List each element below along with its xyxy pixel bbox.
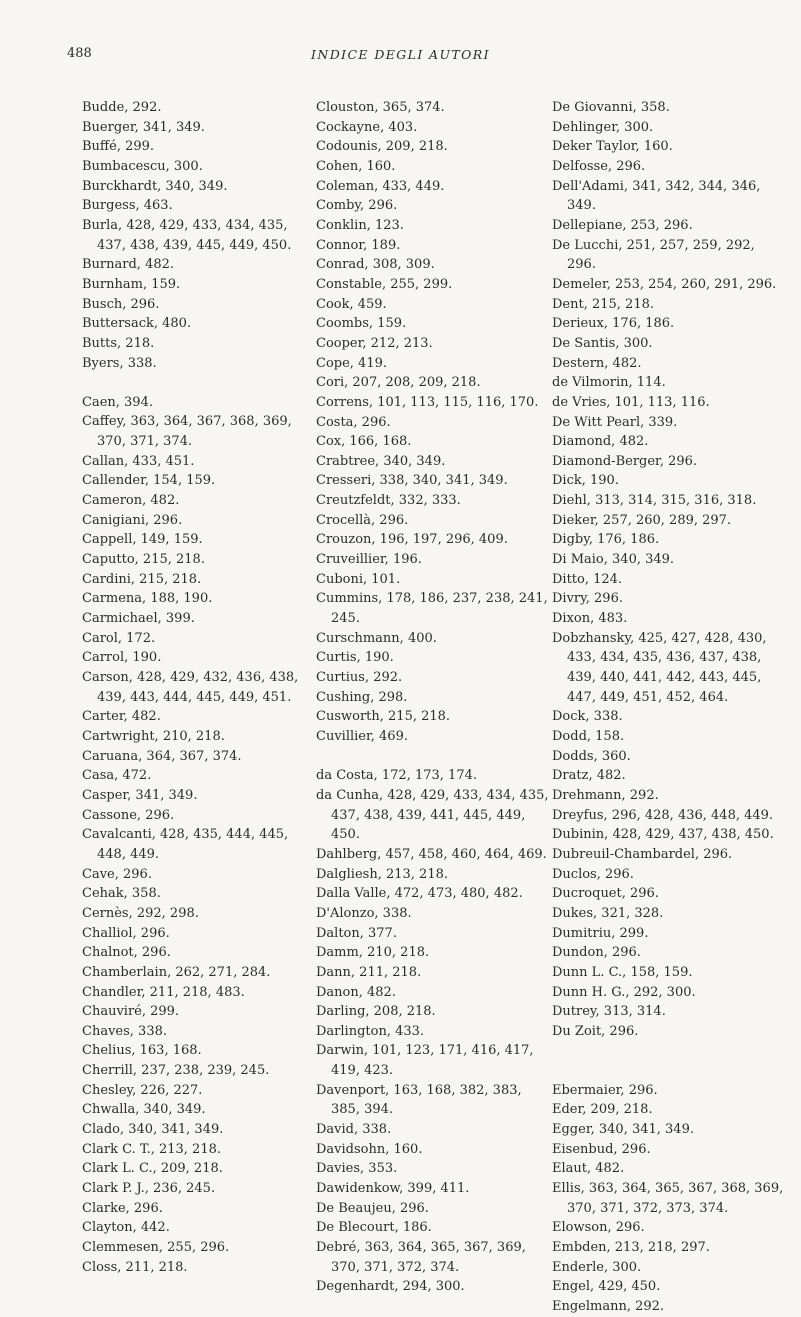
index-entry: Dodds, 360.	[552, 748, 631, 764]
index-entry: Destern, 482.	[552, 355, 642, 371]
index-entry: Engel, 429, 450.	[552, 1279, 661, 1295]
index-entry: Cassone, 296.	[82, 807, 175, 823]
index-entry: Ditto, 124.	[552, 571, 623, 587]
index-entry: Cori, 207, 208, 209, 218.	[316, 375, 481, 391]
index-column-3	[552, 98, 787, 1317]
index-entry: Crabtree, 340, 349.	[316, 453, 446, 469]
index-entry: Chandler, 211, 218, 483.	[82, 984, 245, 1000]
index-entry: Connor, 189.	[316, 237, 401, 253]
index-entry: Clouston, 365, 374.	[316, 100, 445, 115]
index-entry: Caputto, 215, 218.	[82, 552, 205, 568]
index-entry: De Santis, 300.	[552, 335, 653, 351]
index-column-1	[82, 98, 317, 1277]
index-entry: De Beaujeu, 296.	[316, 1200, 429, 1216]
index-entry: Cope, 419.	[316, 355, 387, 371]
index-entry: de Vries, 101, 113, 116.	[552, 394, 710, 410]
index-entry: Darwin, 101, 123, 171, 416, 417, 419, 423.	[316, 1043, 534, 1079]
index-entry: Elowson, 296.	[552, 1220, 645, 1236]
index-entry: Dobzhansky, 425, 427, 428, 430, 433, 434, 435, 436, 437, 438, 439, 440, 441, 442, 443, 445, 447, 449, 451, 452, 464.	[552, 630, 767, 705]
page-header	[0, 46, 801, 66]
index-entry: Casper, 341, 349.	[82, 787, 198, 803]
index-entry: Curtius, 292.	[316, 670, 403, 686]
index-entry: Eder, 209, 218.	[552, 1102, 653, 1118]
index-entry: da Cunha, 428, 429, 433, 434, 435, 437, 438, 439, 441, 445, 449, 450.	[316, 787, 549, 843]
index-entry: Clarke, 296.	[82, 1200, 163, 1216]
index-entry: Clark L. C., 209, 218.	[82, 1161, 223, 1177]
index-entry: Dehlinger, 300.	[552, 119, 654, 135]
index-entry: Cohen, 160.	[316, 158, 396, 174]
index-entry: Clark C. T., 213, 218.	[82, 1141, 222, 1157]
index-entry: Caruana, 364, 367, 374.	[82, 748, 242, 764]
index-entry: Cox, 166, 168.	[316, 434, 412, 450]
index-entry: Di Maio, 340, 349.	[552, 552, 675, 568]
index-entry: Elaut, 482.	[552, 1161, 625, 1177]
index-entry: Danon, 482.	[316, 984, 396, 1000]
index-entry: Chaves, 338.	[82, 1023, 167, 1039]
index-entry: Carrol, 190.	[82, 650, 162, 666]
index-entry: Cernès, 292, 298.	[82, 905, 199, 921]
page-number: 488	[67, 46, 92, 61]
index-entry: Burla, 428, 429, 433, 434, 435, 437, 438, 439, 445, 449, 450.	[82, 217, 292, 253]
index-entry: Engelmann, 292.	[552, 1299, 665, 1314]
index-entry: Curtis, 190.	[316, 650, 394, 666]
index-entry: Ducroquet, 296.	[552, 886, 659, 902]
index-entry: Ellis, 363, 364, 365, 367, 368, 369, 370, 371, 372, 373, 374.	[552, 1181, 784, 1216]
index-entry: Chalnot, 296.	[82, 945, 171, 961]
index-entry: Burgess, 463.	[82, 198, 173, 214]
index-entry: Cockayne, 403.	[316, 119, 418, 135]
index-entry: Burckhardt, 340, 349.	[82, 178, 228, 194]
index-entry: Diamond-Berger, 296.	[552, 453, 698, 469]
index-entry: Dell'Adami, 341, 342, 344, 346, 349.	[552, 178, 761, 214]
index-entry: Callender, 154, 159.	[82, 473, 216, 489]
index-entry: Divry, 296.	[552, 591, 623, 607]
index-entry: Clayton, 442.	[82, 1220, 170, 1236]
index-entry: Cappell, 149, 159.	[82, 532, 203, 548]
index-entry: Embden, 213, 218, 297.	[552, 1240, 710, 1256]
index-entry: Dumitriu, 299.	[552, 925, 649, 941]
index-entry: Dick, 190.	[552, 473, 619, 489]
index-entry: De Witt Pearl, 339.	[552, 414, 678, 430]
index-entry: Buttersack, 480.	[82, 316, 192, 332]
index-entry: Clemmesen, 255, 296.	[82, 1240, 230, 1256]
index-entry: Dent, 215, 218.	[552, 296, 655, 312]
index-entry: Davidsohn, 160.	[316, 1141, 423, 1157]
index-entry: Degenhardt, 294, 300.	[316, 1279, 465, 1295]
section-spacer	[552, 1061, 787, 1081]
index-entry: Chauviré, 299.	[82, 1004, 180, 1020]
index-entry: Dubinin, 428, 429, 437, 438, 450.	[552, 827, 774, 843]
index-entry: Dundon, 296.	[552, 945, 641, 961]
index-entry: Crocellà, 296.	[316, 512, 409, 528]
index-entry: Egger, 340, 341, 349.	[552, 1122, 694, 1138]
index-entry: Dreyfus, 296, 428, 436, 448, 449.	[552, 807, 774, 823]
index-entry: Chamberlain, 262, 271, 284.	[82, 964, 271, 980]
index-entry: Chwalla, 340, 349.	[82, 1102, 206, 1118]
index-entry: de Vilmorin, 114.	[552, 375, 666, 391]
index-entry: Coombs, 159.	[316, 316, 407, 332]
index-entry: Caen, 394.	[82, 394, 153, 410]
index-entry: Costa, 296.	[316, 414, 391, 430]
section-spacer	[552, 1042, 787, 1062]
index-entry: Casa, 472.	[82, 768, 152, 784]
index-entry: Ebermaier, 296.	[552, 1082, 658, 1098]
index-entry: Dukes, 321, 328.	[552, 905, 664, 921]
index-entry: Cook, 459.	[316, 296, 387, 312]
index-entry: Dixon, 483.	[552, 611, 628, 627]
index-entry: Cardini, 215, 218.	[82, 571, 202, 587]
index-entry: Curschmann, 400.	[316, 630, 437, 646]
index-entry: Davies, 353.	[316, 1161, 398, 1177]
index-entry: Davenport, 163, 168, 382, 383, 385, 394.	[316, 1082, 522, 1118]
index-entry: Carter, 482.	[82, 709, 161, 725]
index-entry: Chesley, 226, 227.	[82, 1082, 203, 1098]
index-entry: Conklin, 123.	[316, 217, 404, 233]
index-entry: Chelius, 163, 168.	[82, 1043, 202, 1059]
index-entry: Diehl, 313, 314, 315, 316, 318.	[552, 493, 757, 509]
index-entry: Burnham, 159.	[82, 276, 181, 292]
index-entry: Debré, 363, 364, 365, 367, 369, 370, 371, 372, 374.	[316, 1240, 526, 1275]
index-entry: Butts, 218.	[82, 335, 155, 351]
index-entry: Cresseri, 338, 340, 341, 349.	[316, 473, 508, 489]
index-entry: Demeler, 253, 254, 260, 291, 296.	[552, 276, 777, 292]
index-entry: Budde, 292.	[82, 100, 162, 115]
index-entry: Dieker, 257, 260, 289, 297.	[552, 512, 732, 528]
index-entry: Dawidenkow, 399, 411.	[316, 1181, 470, 1197]
index-entry: Dalgliesh, 213, 218.	[316, 866, 448, 882]
index-entry: David, 338.	[316, 1122, 392, 1138]
index-entry: Deker Taylor, 160.	[552, 139, 673, 155]
section-spacer	[316, 747, 551, 767]
index-entry: Clado, 340, 341, 349.	[82, 1122, 224, 1138]
index-entry: De Blecourt, 186.	[316, 1220, 432, 1236]
index-entry: Callan, 433, 451.	[82, 453, 195, 469]
index-entry: Dock, 338.	[552, 709, 623, 725]
index-entry: Cooper, 212, 213.	[316, 335, 433, 351]
index-entry: Eisenbud, 296.	[552, 1141, 651, 1157]
index-entry: Duclos, 296.	[552, 866, 634, 882]
index-entry: Buffé, 299.	[82, 139, 155, 155]
index-entry: Cave, 296.	[82, 866, 152, 882]
section-spacer	[82, 373, 317, 393]
index-entry: De Giovanni, 358.	[552, 100, 670, 115]
index-entry: Byers, 338.	[82, 355, 157, 371]
index-entry: Carmena, 188, 190.	[82, 591, 213, 607]
index-entry: Cartwright, 210, 218.	[82, 728, 225, 744]
index-entry: Darlington, 433.	[316, 1023, 425, 1039]
index-entry: Correns, 101, 113, 115, 116, 170.	[316, 394, 539, 410]
index-entry: Dodd, 158.	[552, 729, 625, 744]
index-entry: Busch, 296.	[82, 296, 160, 312]
index-entry: Clark P. J., 236, 245.	[82, 1181, 216, 1197]
index-entry: Cushing, 298.	[316, 689, 408, 705]
index-entry: Dutrey, 313, 314.	[552, 1004, 666, 1020]
index-entry: Burnard, 482.	[82, 257, 175, 273]
index-entry: da Costa, 172, 173, 174.	[316, 768, 477, 784]
index-entry: Dalton, 377.	[316, 925, 397, 941]
index-entry: Conrad, 308, 309.	[316, 257, 435, 273]
index-entry: Canigiani, 296.	[82, 512, 183, 528]
index-entry: Cuboni, 101.	[316, 571, 401, 587]
index-entry: Delfosse, 296.	[552, 158, 646, 174]
index-entry: Cusworth, 215, 218.	[316, 709, 451, 725]
index-entry: Comby, 296.	[316, 198, 398, 214]
index-entry: D'Alonzo, 338.	[316, 905, 412, 921]
index-entry: Cruveillier, 196.	[316, 552, 422, 568]
index-entry: Cuvillier, 469.	[316, 729, 408, 744]
index-entry: Dratz, 482.	[552, 768, 626, 784]
index-entry: De Lucchi, 251, 257, 259, 292, 296.	[552, 237, 755, 273]
running-title: INDICE DEGLI AUTORI	[311, 47, 490, 62]
index-entry: Derieux, 176, 186.	[552, 316, 675, 332]
index-entry: Cherrill, 237, 238, 239, 245.	[82, 1063, 270, 1079]
index-entry: Crouzon, 196, 197, 296, 409.	[316, 532, 508, 548]
index-entry: Dellepiane, 253, 296.	[552, 217, 693, 233]
index-entry: Darling, 208, 218.	[316, 1004, 436, 1020]
index-entry: Cummins, 178, 186, 237, 238, 241, 245.	[316, 591, 548, 627]
index-entry: Creutzfeldt, 332, 333.	[316, 493, 461, 509]
index-entry: Drehmann, 292.	[552, 787, 659, 803]
index-entry: Codounis, 209, 218.	[316, 139, 448, 155]
index-entry: Dann, 211, 218.	[316, 964, 422, 980]
index-entry: Caffey, 363, 364, 367, 368, 369, 370, 371, 374.	[82, 414, 292, 450]
index-entry: Du Zoit, 296.	[552, 1023, 639, 1039]
index-entry: Damm, 210, 218.	[316, 945, 430, 961]
index-entry: Carmichael, 399.	[82, 611, 195, 627]
index-entry: Carson, 428, 429, 432, 436, 438, 439, 443, 444, 445, 449, 451.	[82, 670, 299, 705]
index-entry: Dubreuil-Chambardel, 296.	[552, 846, 733, 862]
index-entry: Bumbacescu, 300.	[82, 158, 203, 174]
index-entry: Diamond, 482.	[552, 434, 649, 450]
index-entry: Dahlberg, 457, 458, 460, 464, 469.	[316, 846, 547, 862]
index-column-2	[316, 98, 551, 1297]
index-entry: Coleman, 433, 449.	[316, 178, 445, 194]
index-entry: Cehak, 358.	[82, 886, 161, 902]
index-entry: Buerger, 341, 349.	[82, 119, 205, 135]
index-entry: Dunn H. G., 292, 300.	[552, 984, 696, 1000]
index-entry: Dunn L. C., 158, 159.	[552, 964, 693, 980]
index-entry: Dalla Valle, 472, 473, 480, 482.	[316, 886, 523, 902]
index-entry: Carol, 172.	[82, 630, 156, 646]
index-entry: Closs, 211, 218.	[82, 1259, 188, 1275]
index-entry: Enderle, 300.	[552, 1259, 642, 1275]
index-entry: Digby, 176, 186.	[552, 532, 660, 548]
index-entry: Cavalcanti, 428, 435, 444, 445, 448, 449.	[82, 827, 289, 862]
index-entry: Constable, 255, 299.	[316, 276, 453, 292]
index-entry: Cameron, 482.	[82, 493, 180, 509]
index-entry: Challiol, 296.	[82, 925, 170, 941]
